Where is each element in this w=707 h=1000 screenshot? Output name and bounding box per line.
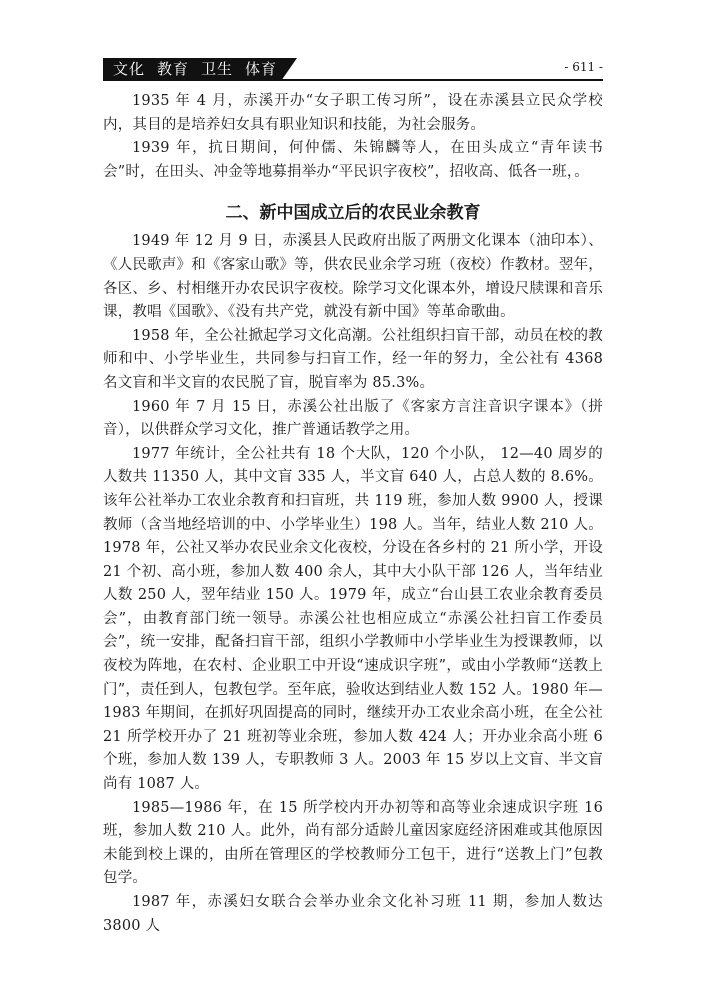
- paragraph: 1939 年，抗日期间，何仲儒、朱锦麟等人，在田头成立“青年读书会”时，在田头、冲金等地募捐举办“平民识字夜校”，招收高、低各一班，。: [103, 140, 603, 180]
- header-rule: [103, 79, 603, 81]
- page-body: [103, 90, 603, 938]
- header-category: 文化: [113, 60, 146, 78]
- header-category: 教育: [157, 60, 190, 78]
- running-header: [0, 58, 707, 84]
- paragraph: 1958 年，全公社掀起学习文化高潮。公社组织扫盲干部，动员在校的教师和中、小学毕业生，共同参与扫盲工作，经一年的努力，全公社有 4368 名文盲和半文盲的农民脱了盲，脱盲率为 85.3%。: [103, 327, 603, 391]
- paragraph: 1949 年 12 月 9 日，赤溪县人民政府出版了两册文化课本（油印本）、《人民歌声》和《客家山歌》等，供农民业余学习班（夜校）作教材。翌年，各区、乡、村相继开办农民识字夜校。除学习文化课本外，增设尺牍课和音乐课，教唱《国歌》、《没有共产党，就没有新中国》等革命歌曲。: [103, 233, 603, 321]
- paragraph: 1985—1986 年，在 15 所学校内开办初等和高等业余速成识字班 16 班，参加人数 210 人。此外，尚有部分适龄儿童因家庭经济困难或其他原因未能到校上课的，由所在管理区的学校教师分工包干，进行“送教上门”包教包学。: [103, 799, 603, 887]
- paragraph: 1960 年 7 月 15 日，赤溪公社出版了《客家方言注音识字课本》（拼音），以供群众学习文化，推广普通话教学之用。: [103, 398, 603, 439]
- paragraph: 1987 年，赤溪妇女联合会举办业余文化补习班 11 期，参加人数达 3800 人: [103, 894, 603, 934]
- section-title: 二、新中国成立后的农民业余教育: [225, 203, 481, 224]
- header-category: 卫生: [201, 60, 234, 78]
- header-category: 体育: [245, 60, 278, 78]
- paragraph: 1935 年 4 月，赤溪开办“女子职工传习所”，设在赤溪县立民众学校内，其目的是培养妇女具有职业知识和技能，为社会服务。: [103, 93, 603, 133]
- header-category-band: [103, 58, 281, 81]
- page-number: - 611 -: [564, 60, 603, 74]
- paragraph: 1977 年统计，全公社共有 18 个大队，120 个小队， 12—40 周岁的人数共 11350 人，其中文盲 335 人，半文盲 640 人，占总人数的 8.6%。该年公社举办工农业余教育和扫盲班，共 119 班，参加人数 9900 人，授课教师（含当地经培训的中、小学毕业生）198 人。当年，结业人数 210 人。1978 年，公社又举办农民业余文化夜校，分设在各乡村的 21 所小学，开设 21 个初、高小班，参加人数 400 余人，其中大小队干部 126 人，当年结业人数 250 人，翌年结业 150 人。1979 年，成立“台山县工农业余教育委员会”，由教育部门统一领导。赤溪公社也相应成立“赤溪公社扫盲工作委员会”，统一安排，配备扫盲干部，组织小学教师中小学毕业生为授课教师，以夜校为阵地，在农村、企业职工中开设“速成识字班”，或由小学教师“送教上门”，责任到人，包教包学。至年底，验收达到结业人数 152 人。1980 年—1983 年期间，在抓好巩固提高的同时，继续开办工农业余高小班，在全公社 21 所学校开办了 21 班初等业余班，参加人数 424 人；开办业余高小班 6 个班，参加人数 139 人，专职教师 3 人。2003 年 15 岁以上文盲、半文盲尚有 1087 人。: [103, 445, 603, 793]
- header-band-slant: [281, 58, 297, 81]
